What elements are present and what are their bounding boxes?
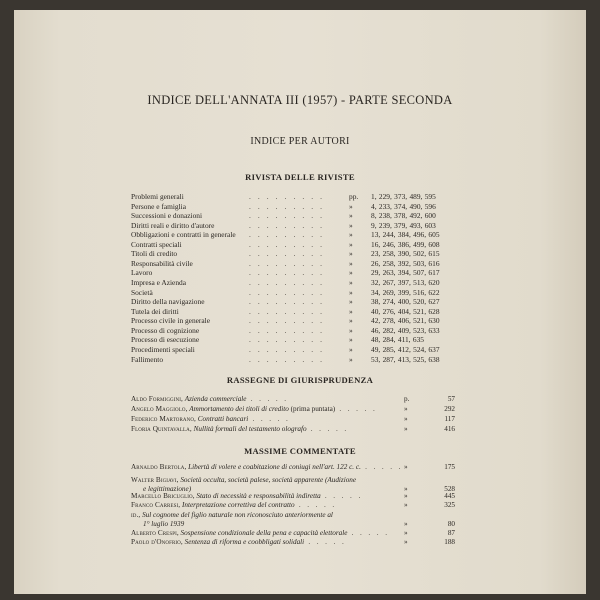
leader-dots: . . . . . . . . . [249, 201, 325, 211]
leader-dots: . . . . . . . . . [249, 220, 325, 230]
list-item [131, 529, 471, 538]
page-number: 528 [444, 484, 455, 493]
entry-title-continued: e legittimazione) [143, 484, 192, 493]
page-numbers: 53, 287, 413, 525, 638 [371, 354, 440, 364]
page-prefix: » [404, 519, 408, 528]
row-label: Tutela dei diritti [131, 306, 179, 316]
row-label: Lavoro [131, 268, 153, 278]
row-label: Processo civile in generale [131, 316, 211, 326]
page-prefix: » [349, 354, 353, 364]
page-prefix: » [404, 425, 408, 433]
entry-title: Sospensione condizionale della pena e capacità elettorale [180, 529, 348, 537]
table-row [131, 221, 451, 231]
page-numbers: 48, 284, 411, 635 [371, 335, 424, 345]
row-label: Responsabilità civile [131, 258, 193, 268]
page-prefix: » [349, 306, 353, 316]
leader-dots: . . . . . . . . . [249, 354, 325, 364]
leader-dots: . . . . . . . . . [249, 325, 325, 335]
page-prefix: » [349, 249, 353, 259]
section-heading-massime: MASSIME COMMENTATE [244, 446, 356, 456]
list-item [131, 538, 471, 547]
leader-dots: . . . . . . . . . [249, 249, 325, 259]
author-name: Marcello Bricuglio, [131, 492, 195, 500]
entry-title: Interpretazione correttiva del contratto [181, 501, 295, 509]
page-prefix: » [404, 405, 408, 413]
entry-title: Azienda commerciale [184, 395, 247, 403]
author-name: Paolo d'Onofrio, [131, 538, 183, 546]
leader-dots: . . . . . . . . . [249, 306, 325, 316]
list-item [131, 492, 471, 501]
page-number: 292 [444, 405, 455, 413]
page-prefix: pp. [349, 192, 359, 201]
page-prefix: » [349, 211, 353, 221]
list-item [131, 405, 471, 414]
leader-dots: . . . . . . . . . [249, 344, 325, 354]
index-subtitle: INDICE PER AUTORI [250, 136, 350, 147]
leader-dots: . . . . . . . . . [249, 230, 325, 240]
row-label: Processo di esecuzione [131, 335, 200, 345]
leader-dots: . . . . . . . . . [249, 211, 325, 221]
table-row [131, 268, 451, 278]
list-item [131, 463, 471, 472]
row-label: Processo di cognizione [131, 325, 200, 335]
leader-dots: . . . . . . . . . [249, 297, 325, 307]
page-prefix: » [404, 415, 408, 423]
page-number: 416 [444, 425, 455, 433]
entry-title: Sentenza di riforma e coobbligati solidali [184, 538, 305, 546]
page-prefix: » [404, 538, 408, 546]
list-item [131, 476, 471, 493]
table-row [131, 278, 451, 288]
page-prefix: » [349, 239, 353, 249]
row-label: Impresa e Azienda [131, 278, 186, 288]
entry-title: Ammortamento dei titoli di credito [189, 405, 289, 413]
page-prefix: » [404, 529, 408, 537]
page-numbers: 32, 267, 397, 513, 620 [371, 278, 440, 288]
leader-dots: . . . . . [347, 529, 390, 537]
page-numbers: 49, 285, 412, 524, 637 [371, 344, 440, 354]
page-prefix: » [349, 316, 353, 326]
list-item [131, 395, 471, 404]
leader-dots: . . . . . [320, 492, 363, 500]
entry-title: Stato di necessità e responsabilità indiretta [196, 492, 321, 500]
table-row [131, 259, 451, 269]
table-row [131, 211, 451, 221]
page-number: 175 [444, 463, 455, 471]
entry-title-continued: 1° luglio 1939 [143, 519, 185, 528]
row-label: Persone e famiglia [131, 201, 187, 211]
row-label: Problemi generali [131, 192, 184, 201]
entry-title: Nullità formali del testamento olografo [193, 425, 307, 433]
leader-dots: . . . . . . . . . [249, 287, 325, 297]
page-prefix: » [349, 278, 353, 288]
leader-dots: . . . . . [246, 395, 289, 403]
leader-dots: . . . . . [306, 425, 349, 433]
page-prefix: » [349, 230, 353, 240]
leader-dots: . . . . . . . . . [249, 335, 325, 345]
page-numbers: 34, 269, 399, 516, 622 [371, 287, 440, 297]
table-row [131, 345, 451, 355]
table-row [131, 202, 451, 212]
page-numbers: 8, 238, 378, 492, 600 [371, 211, 436, 221]
list-item [131, 511, 471, 528]
row-label: Diritti reali e diritto d'autore [131, 220, 215, 230]
leader-dots: . . . . . . . . . [249, 258, 325, 268]
section-heading-riviste: RIVISTA DELLE RIVISTE [245, 172, 355, 182]
page-prefix: » [404, 484, 408, 493]
page-prefix: » [349, 201, 353, 211]
page-prefix: » [349, 220, 353, 230]
table-row [131, 326, 451, 336]
page-number: 445 [444, 492, 455, 500]
author-name: Angelo Maggiolo, [131, 405, 188, 413]
page-prefix: » [349, 335, 353, 345]
page-prefix: » [349, 268, 353, 278]
entry-title: Società occulta, società palese, società apparente (Audizione [180, 476, 357, 484]
leader-dots: . . . . . [304, 538, 347, 546]
page-numbers: 16, 246, 386, 499, 608 [371, 239, 440, 249]
row-label: Fallimento [131, 354, 164, 364]
page-prefix: » [349, 287, 353, 297]
leader-dots: . . . . . [335, 405, 378, 413]
author-name: Floria Quintavalla, [131, 425, 192, 433]
page-numbers: 46, 282, 409, 523, 633 [371, 325, 440, 335]
author-name: Aldo Formiggini, [131, 395, 183, 403]
page-prefix: p. [404, 395, 410, 403]
leader-dots: . . . . . . . . . [249, 316, 325, 326]
table-row [131, 307, 451, 317]
entry-title: Contratti bancari [197, 415, 249, 423]
leader-dots: . . . . . . . . . [249, 192, 325, 201]
table-row [131, 192, 451, 202]
author-name: id., [131, 511, 141, 519]
page-number: 188 [444, 538, 455, 546]
leader-dots: . . . . . [248, 415, 291, 423]
author-name: Alberto Crespi, [131, 529, 179, 537]
page-prefix: » [404, 492, 408, 500]
table-row [131, 240, 451, 250]
page-numbers: 38, 274, 400, 520, 627 [371, 297, 440, 307]
table-row [131, 316, 451, 326]
page-prefix: » [349, 344, 353, 354]
leader-dots: . . . . . [360, 463, 403, 471]
page-number: 80 [447, 519, 455, 528]
entry-title: Sul cognome del figlio naturale non riconosciuto anteriormente al [142, 511, 333, 519]
author-name: Franco Carresi, [131, 501, 181, 509]
page-numbers: 4, 233, 374, 490, 596 [371, 201, 436, 211]
row-label: Procedimenti speciali [131, 344, 195, 354]
page-numbers: 40, 276, 404, 521, 628 [371, 306, 440, 316]
table-row [131, 297, 451, 307]
author-name: Arnaldo Bertola, [131, 463, 187, 471]
leader-dots: . . . . . . . . . [249, 239, 325, 249]
page-prefix: » [404, 463, 408, 471]
entry-note: (prima puntata) [290, 405, 336, 413]
page-number: 117 [444, 415, 455, 423]
row-label: Contratti speciali [131, 239, 182, 249]
page-numbers: 26, 258, 392, 503, 616 [371, 258, 440, 268]
page-numbers: 42, 278, 406, 521, 630 [371, 316, 440, 326]
list-item [131, 501, 471, 510]
author-name: Walter Bigiavi, [131, 476, 179, 484]
book-page [14, 10, 586, 594]
page-number: 325 [444, 501, 455, 509]
list-item [131, 415, 471, 424]
page-number: 87 [447, 529, 455, 537]
leader-dots: . . . . . [294, 501, 337, 509]
page-numbers: 1, 229, 373, 489, 595 [371, 192, 436, 201]
row-label: Successioni e donazioni [131, 211, 203, 221]
list-item [131, 425, 471, 434]
row-label: Società [131, 287, 153, 297]
page-numbers: 13, 244, 384, 496, 605 [371, 230, 440, 240]
table-row [131, 230, 451, 240]
row-label: Diritto della navigazione [131, 297, 205, 307]
section-heading-rassegne: RASSEGNE DI GIURISPRUDENZA [226, 375, 374, 385]
page-numbers: 23, 258, 390, 502, 615 [371, 249, 440, 259]
leader-dots: . . . . . . . . . [249, 268, 325, 278]
page-numbers: 9, 239, 379, 493, 603 [371, 220, 436, 230]
table-row [131, 355, 451, 365]
row-label: Obbligazioni e contratti in generale [131, 230, 236, 240]
entry-title: Libertà di volere e coabitazione di coniugi nell'art. 122 c. c. [188, 463, 361, 471]
page-number: 57 [447, 395, 455, 403]
page-numbers: 29, 263, 394, 507, 617 [371, 268, 440, 278]
author-name: Federico Martorano, [131, 415, 196, 423]
page-prefix: » [404, 501, 408, 509]
page-prefix: » [349, 258, 353, 268]
page-prefix: » [349, 297, 353, 307]
row-label: Titoli di credito [131, 249, 178, 259]
leader-dots: . . . . . . . . . [249, 278, 325, 288]
page-title: INDICE DELL'ANNATA III (1957) - PARTE SECONDA [147, 93, 453, 107]
table-row [131, 249, 451, 259]
table-row [131, 288, 451, 298]
table-row [131, 335, 451, 345]
page-prefix: » [349, 325, 353, 335]
